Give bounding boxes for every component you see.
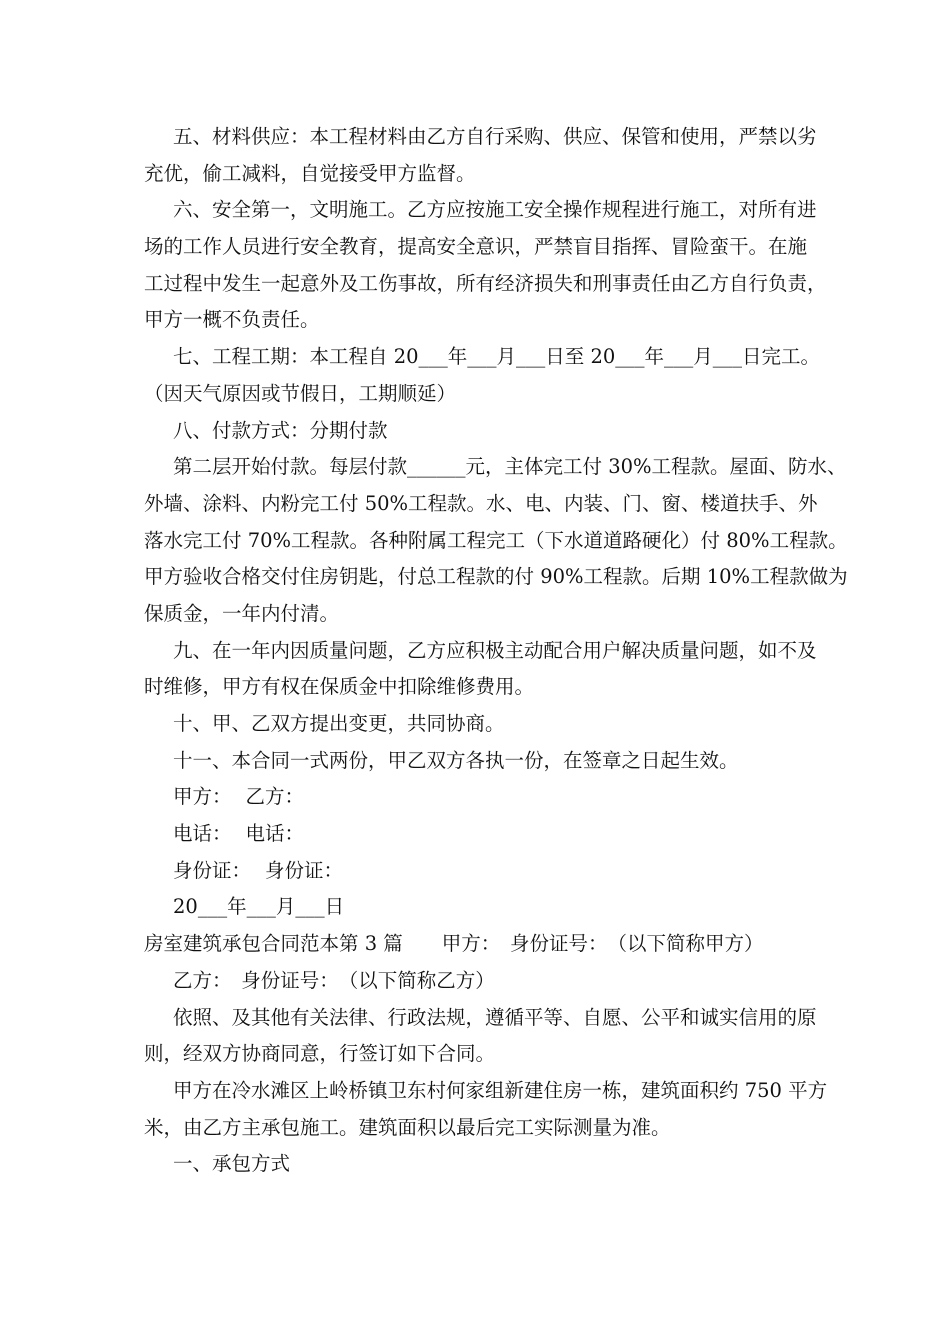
paragraph-line: 九、在一年内因质量问题，乙方应积极主动配合用户解决质量问题，如不及: [173, 638, 817, 662]
paragraph-line: 八、付款方式：分期付款: [173, 418, 388, 442]
signature-parties: [144, 779, 808, 816]
paragraph-line: 则，经双方协商同意，行签订如下合同。: [144, 1042, 496, 1066]
paragraph-line: 甲方验收合格交付住房钥匙，付总工程款的付 90%工程款。后期 10%工程款做为: [144, 565, 848, 589]
signature-ids: [144, 853, 808, 890]
signature-phones: [144, 816, 808, 853]
signature-date: 20___年___月___日: [173, 895, 345, 919]
paragraph-line: 甲方一概不负责任。: [144, 308, 320, 332]
paragraph-line: 十一、本合同一式两份，甲乙双方各执一份，在签章之日起生效。: [173, 748, 739, 772]
paragraph-line: 依照、及其他有关法律、行政法规，遵循平等、自愿、公平和诚实信用的原: [173, 1005, 817, 1029]
paragraph-line: （因天气原因或节假日，工期顺延）: [144, 381, 457, 405]
paragraph-line: 保质金，一年内付清。: [144, 601, 340, 625]
paragraph-line: 充优，偷工减料，自觉接受甲方监督。: [144, 161, 476, 185]
document-body: [144, 119, 848, 1183]
paragraph-line: 工过程中发生一起意外及工伤事故，所有经济损失和刑事责任由乙方自行负责，: [144, 271, 827, 295]
phone-b-label: 电话：: [245, 822, 305, 846]
section-heading-line: 房室建筑承包合同范本第 3 篇 甲方： 身份证号： （以下简称甲方）: [144, 932, 764, 956]
paragraph-line: 时维修，甲方有权在保质金中扣除维修费用。: [144, 675, 535, 699]
paragraph-line: 十、甲、乙双方提出变更，共同协商。: [173, 712, 505, 735]
paragraph-line: 一、承包方式: [173, 1152, 291, 1176]
id-b-label: 身份证：: [265, 858, 344, 882]
paragraph-line: 米，由乙方主承包施工。建筑面积以最后完工实际测量为准。: [144, 1115, 671, 1139]
party-b-label: 乙方：: [245, 785, 305, 809]
paragraph-line: 七、工程工期：本工程自 20___年___月___日至 20___年___月___日完工。: [173, 345, 821, 369]
paragraph-line: 甲方在冷水滩区上岭桥镇卫东村何家组新建住房一栋，建筑面积约 750 平方: [173, 1078, 828, 1102]
id-a-label: 身份证：: [173, 858, 252, 882]
paragraph-line: 外墙、涂料、内粉完工付 50%工程款。水、电、内装、门、窗、楼道扶手、外: [144, 491, 818, 515]
party-a-label: 甲方：: [173, 785, 232, 809]
paragraph-line: 六、安全第一，文明施工。乙方应按施工安全操作规程进行施工，对所有进: [173, 198, 817, 222]
paragraph-line: 五、材料供应：本工程材料由乙方自行采购、供应、保管和使用，严禁以劣: [173, 125, 817, 148]
paragraph-line: 乙方： 身份证号： （以下简称乙方）: [173, 968, 495, 992]
paragraph-line: 落水完工付 70%工程款。各种附属工程完工（下水道道路硬化）付 80%工程款。: [144, 528, 848, 552]
phone-a-label: 电话：: [173, 822, 232, 846]
paragraph-line: 场的工作人员进行安全教育，提高安全意识，严禁盲目指挥、冒险蛮干。在施: [144, 235, 808, 259]
paragraph-line: 第二层开始付款。每层付款______元，主体完工付 30%工程款。屋面、防水、: [173, 455, 847, 479]
